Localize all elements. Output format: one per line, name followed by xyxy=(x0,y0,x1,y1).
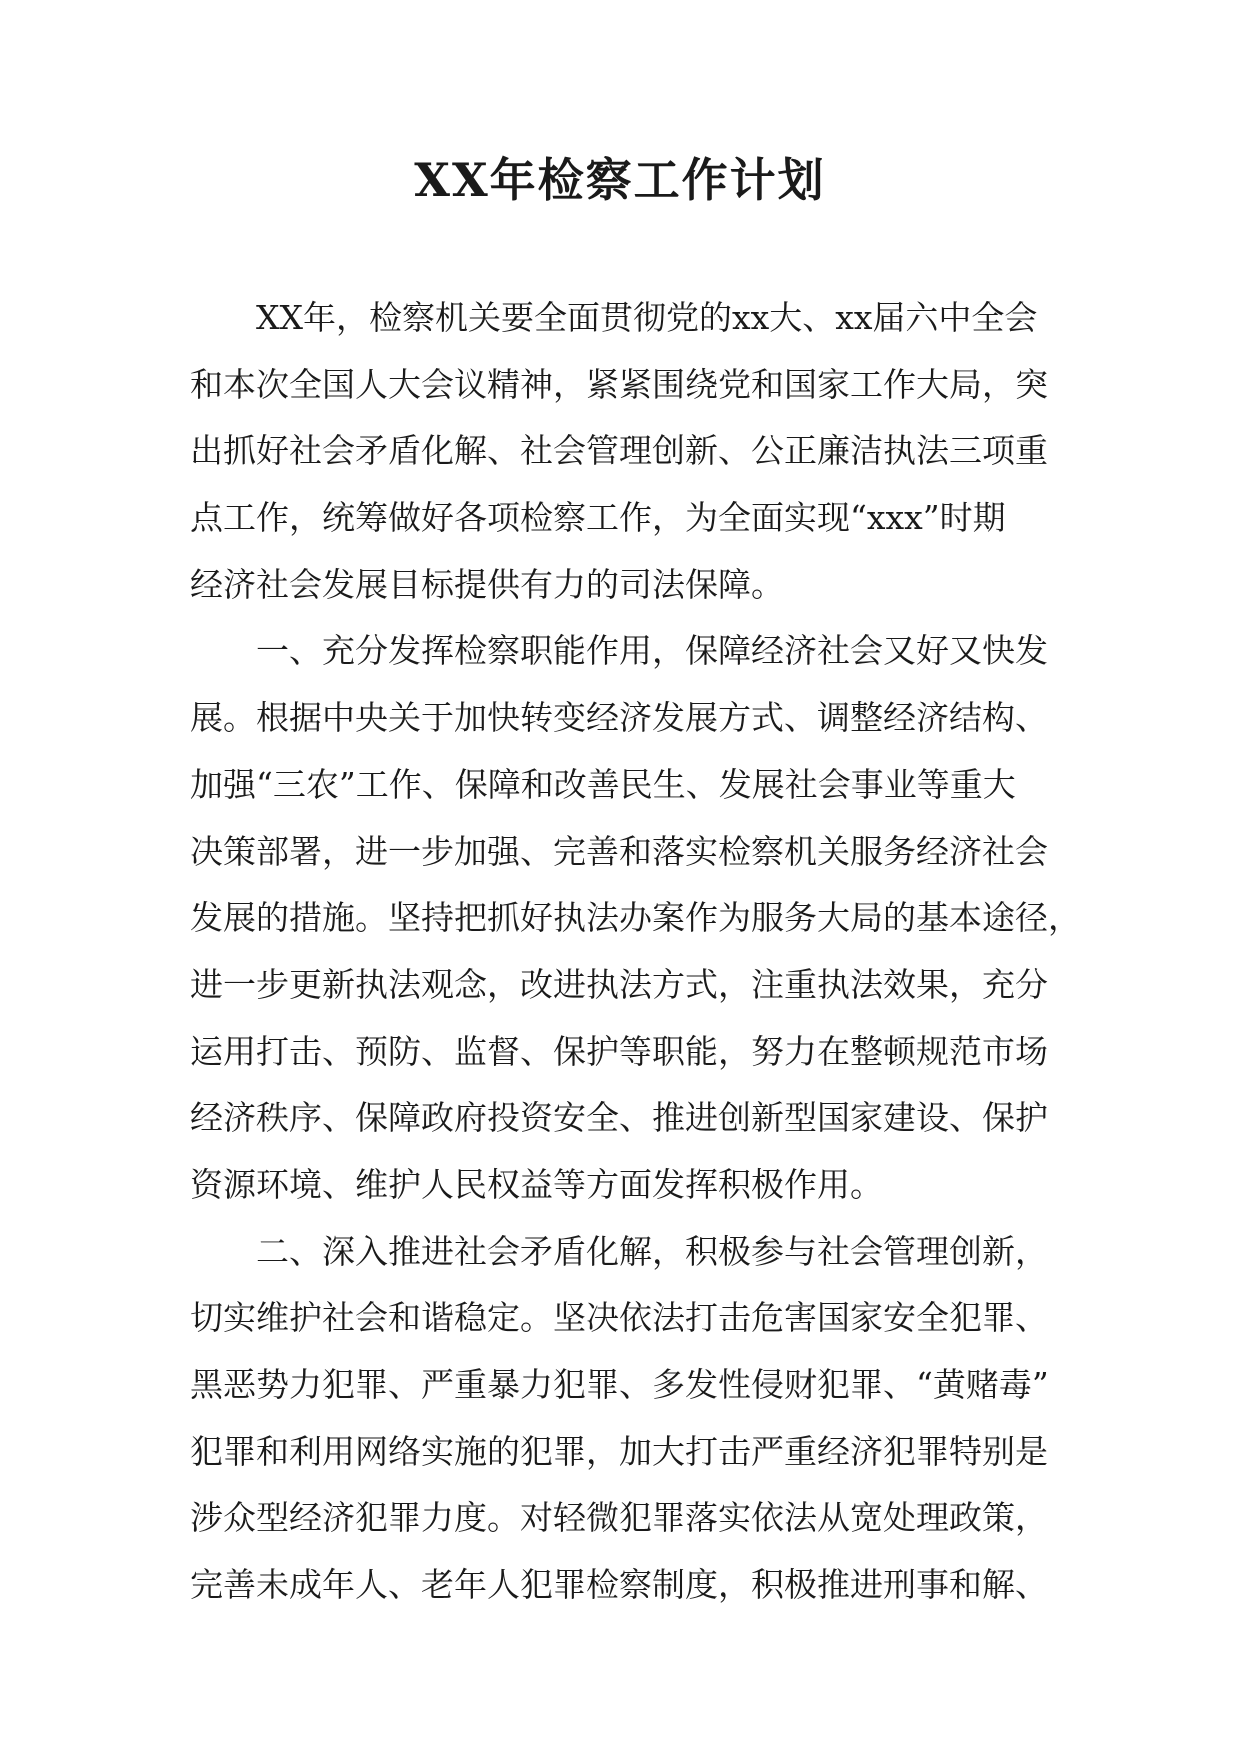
body-line: 出抓好社会矛盾化解、社会管理创新、公正廉洁执法三项重 xyxy=(190,431,1048,471)
body-line: 一、充分发挥检察职能作用，保障经济社会又好又快发 xyxy=(256,631,1048,671)
body-line: XX年，检察机关要全面贯彻党的xx大、xx届六中全会 xyxy=(256,298,1038,337)
body-line: 黑恶势力犯罪、严重暴力犯罪、多发性侵财犯罪、“黄赌毒” xyxy=(190,1365,1049,1404)
body-line: 涉众型经济犯罪力度。对轻微犯罪落实依法从宽处理政策， xyxy=(190,1498,1048,1538)
document-title: XX年检察工作计划 xyxy=(414,153,826,207)
body-line: 经济社会发展目标提供有力的司法保障。 xyxy=(190,564,784,604)
body-line: 运用打击、预防、监督、保护等职能，努力在整顿规范市场 xyxy=(190,1031,1048,1071)
body-line: 和本次全国人大会议精神，紧紧围绕党和国家工作大局，突 xyxy=(190,364,1048,404)
body-line: 加强“三农”工作、保障和改善民生、发展社会事业等重大 xyxy=(190,764,1016,804)
body-line: 发展的措施。坚持把抓好执法办案作为服务大局的基本途径， xyxy=(190,898,1081,938)
body-line: 点工作，统筹做好各项检察工作，为全面实现“xxx”时期 xyxy=(190,498,1006,538)
body-line: 资源环境、维护人民权益等方面发挥积极作用。 xyxy=(190,1164,883,1204)
body-line: 决策部署，进一步加强、完善和落实检察机关服务经济社会 xyxy=(190,831,1048,871)
body-line: 经济秩序、保障政府投资安全、推进创新型国家建设、保护 xyxy=(190,1098,1048,1138)
body-line: 切实维护社会和谐稳定。坚决依法打击危害国家安全犯罪、 xyxy=(190,1298,1048,1338)
body-line: 展。根据中央关于加快转变经济发展方式、调整经济结构、 xyxy=(190,698,1048,738)
body-line: 二、深入推进社会矛盾化解，积极参与社会管理创新， xyxy=(256,1231,1048,1271)
body-line: 完善未成年人、老年人犯罪检察制度，积极推进刑事和解、 xyxy=(190,1565,1048,1605)
body-line: 进一步更新执法观念，改进执法方式，注重执法效果，充分 xyxy=(190,964,1048,1004)
body-line: 犯罪和利用网络实施的犯罪，加大打击严重经济犯罪特别是 xyxy=(190,1431,1048,1471)
document-body xyxy=(190,285,1081,1619)
